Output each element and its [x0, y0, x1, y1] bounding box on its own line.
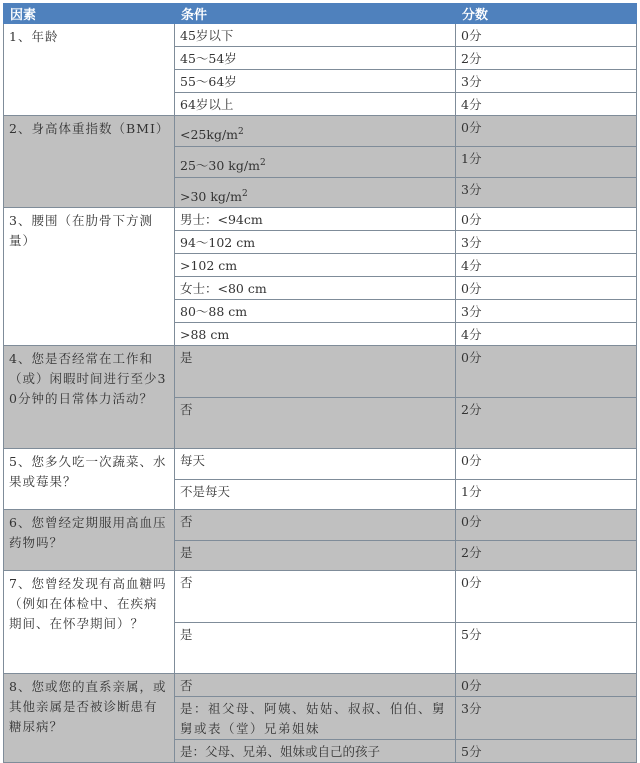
- table-row: [4, 346, 637, 398]
- score-cell: 0分: [456, 510, 637, 541]
- condition-cell: 45～54岁: [175, 47, 456, 70]
- table-row: [4, 571, 637, 623]
- score-cell: 3分: [456, 70, 637, 93]
- header-condition: 条件: [175, 4, 456, 24]
- condition-cell: 是：祖父母、阿姨、姑姑、叔叔、伯伯、舅舅或表（堂）兄弟姐妹: [175, 697, 456, 740]
- table-row: [4, 116, 637, 147]
- condition-cell: 是: [175, 623, 456, 674]
- score-cell: 0分: [456, 208, 637, 231]
- condition-cell: 否: [175, 674, 456, 697]
- header-score: 分数: [456, 4, 637, 24]
- table-row: [4, 674, 637, 697]
- condition-cell: 男士：<94cm: [175, 208, 456, 231]
- factor-family-history: 8、您或您的直系亲属，或其他亲属是否被诊断患有糖尿病？: [4, 674, 175, 763]
- factor-age: 1、年龄: [4, 24, 175, 116]
- score-cell: 2分: [456, 398, 637, 449]
- condition-cell: >88 cm: [175, 323, 456, 346]
- score-cell: 4分: [456, 254, 637, 277]
- condition-cell: 45岁以下: [175, 24, 456, 47]
- score-cell: 3分: [456, 300, 637, 323]
- condition-cell: [175, 147, 456, 178]
- factor-activity: 4、您是否经常在工作和（或）闲暇时间进行至少30分钟的日常体力活动？: [4, 346, 175, 449]
- condition-cell: 否: [175, 510, 456, 541]
- condition-cell: 是: [175, 541, 456, 571]
- score-cell: 0分: [456, 277, 637, 300]
- table-row: [4, 510, 637, 541]
- score-cell: 0分: [456, 24, 637, 47]
- score-cell: 4分: [456, 93, 637, 116]
- superscript: 2: [259, 157, 266, 168]
- condition-cell: 不是每天: [175, 480, 456, 510]
- condition-cell: 55～64岁: [175, 70, 456, 93]
- score-cell: 0分: [456, 674, 637, 697]
- condition-cell: 是: [175, 346, 456, 398]
- condition-cell: [175, 116, 456, 147]
- condition-cell: 94～102 cm: [175, 231, 456, 254]
- condition-text: 25～30 kg/m: [180, 158, 260, 173]
- factor-blood-sugar: 7、您曾经发现有高血糖吗（例如在体检中、在疾病期间、在怀孕期间）？: [4, 571, 175, 674]
- condition-text: <25kg/m: [180, 127, 239, 142]
- condition-cell: 每天: [175, 449, 456, 480]
- score-cell: 1分: [456, 480, 637, 510]
- superscript: 2: [242, 188, 248, 199]
- diabetes-risk-table: [3, 3, 637, 763]
- table-row: [4, 24, 637, 47]
- score-cell: 5分: [456, 623, 637, 674]
- superscript: 2: [238, 126, 244, 137]
- factor-vegetables: 5、您多久吃一次蔬菜、水果或莓果？: [4, 449, 175, 510]
- condition-cell: 否: [175, 398, 456, 449]
- score-cell: 5分: [456, 740, 637, 763]
- score-cell: 3分: [456, 231, 637, 254]
- score-cell: 0分: [456, 346, 637, 398]
- score-cell: 2分: [456, 541, 637, 571]
- factor-waist: 3、腰围（在肋骨下方测量）: [4, 208, 175, 346]
- score-cell: 0分: [456, 449, 637, 480]
- condition-cell: 否: [175, 571, 456, 623]
- score-cell: 2分: [456, 47, 637, 70]
- condition-cell: 女士：<80 cm: [175, 277, 456, 300]
- score-cell: 3分: [456, 178, 637, 208]
- table-row: [4, 208, 637, 231]
- header-factor: 因素: [4, 4, 175, 24]
- score-cell: 1分: [456, 147, 637, 178]
- score-cell: 4分: [456, 323, 637, 346]
- condition-cell: >102 cm: [175, 254, 456, 277]
- factor-bmi: 2、身高体重指数（BMI）: [4, 116, 175, 208]
- score-cell: 0分: [456, 116, 637, 147]
- score-cell: 3分: [456, 697, 637, 740]
- table-row: [4, 449, 637, 480]
- condition-cell: 是：父母、兄弟、姐妹或自己的孩子: [175, 740, 456, 763]
- condition-cell: 80～88 cm: [175, 300, 456, 323]
- header-row: [4, 4, 637, 24]
- condition-cell: 64岁以上: [175, 93, 456, 116]
- factor-bp-medication: 6、您曾经定期服用高血压药物吗？: [4, 510, 175, 571]
- condition-text: >30 kg/m: [180, 189, 242, 204]
- score-cell: 0分: [456, 571, 637, 623]
- condition-cell: [175, 178, 456, 208]
